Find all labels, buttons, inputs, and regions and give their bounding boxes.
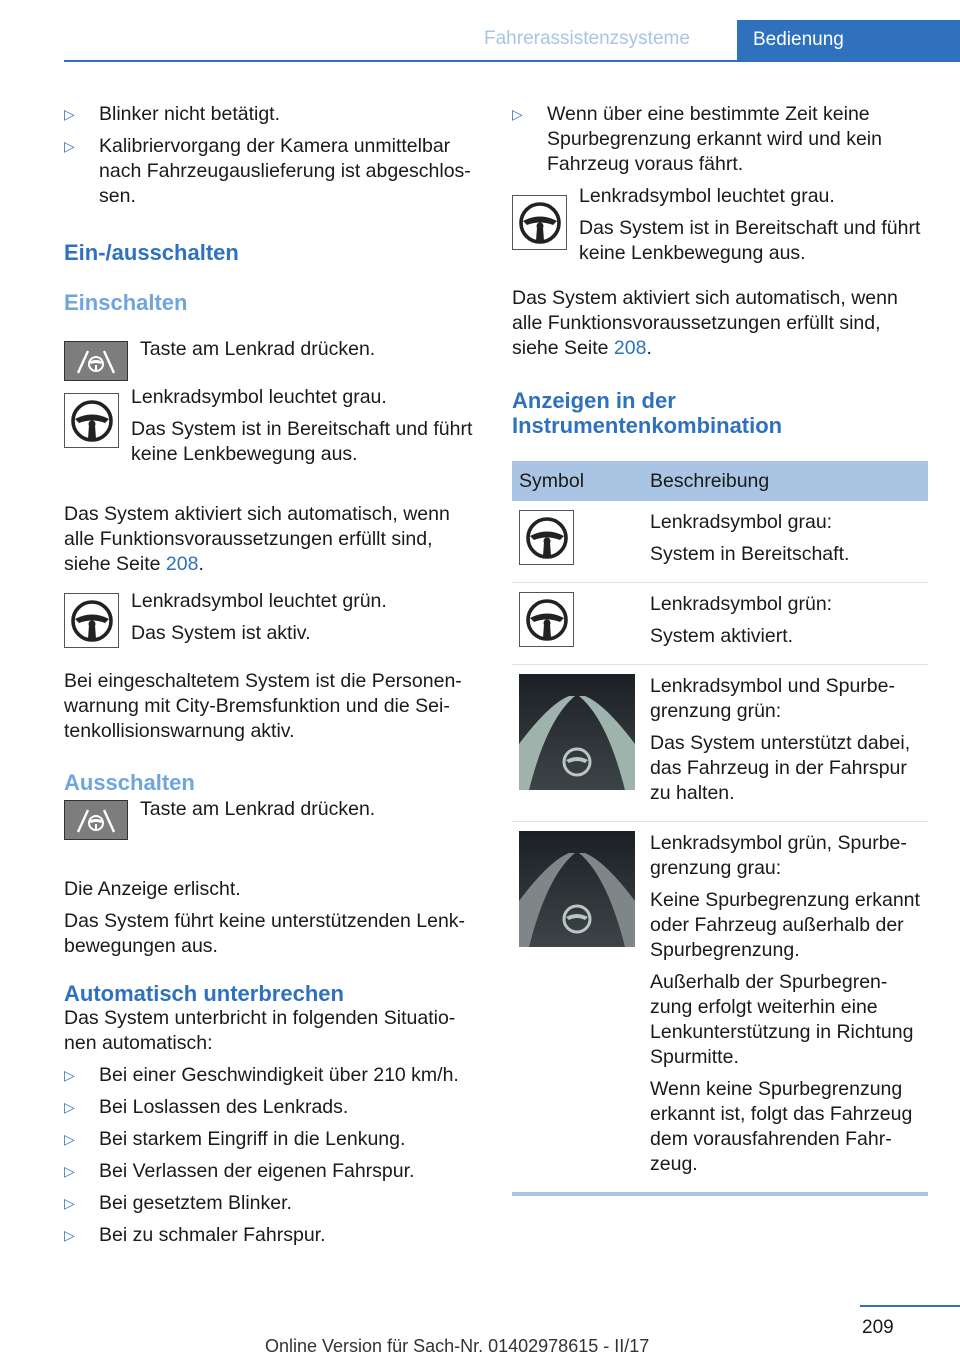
page-header xyxy=(0,0,960,62)
list-item: ▷ Bei starkem Eingriff in die Lenkung. xyxy=(64,1127,479,1152)
green-wheel-row xyxy=(64,589,479,669)
row-desc-line: System in Bereitschaft. xyxy=(650,543,850,565)
row-desc-line: Das System unterstützt dabei, das Fahrzeug in der Fahrspur zu halten. xyxy=(650,732,911,804)
bullet-list-top xyxy=(64,102,479,209)
list-item: ▷ Bei Verlassen der eigenen Fahrspur. xyxy=(64,1159,479,1184)
auto-intro-text: Das System unterbricht in folgenden Situatio-nen automatisch: xyxy=(64,1007,456,1054)
row-desc-line: Lenkradsymbol grün, Spurbe-grenzung grau: xyxy=(650,832,907,879)
heading-ausschalten: Ausschalten xyxy=(64,770,195,795)
right-grey-line-2: Das System ist in Bereitschaft und führt keine Lenkbewegung aus. xyxy=(579,217,921,264)
steering-wheel-grey-icon xyxy=(64,393,119,448)
page-number: 209 xyxy=(862,1317,894,1338)
row-desc-line: Außerhalb der Spurbegren-zung erfolgt weiterhin eine Lenkunterstützung in Richtung Spurmitte. xyxy=(650,971,914,1068)
right-auto-activation-text: Das System aktiviert sich automatisch, wenn alle Funktionsvoraussetzungen erfüllt sind, siehe Seite 208. xyxy=(512,287,898,359)
bullet-list-right xyxy=(512,102,928,177)
row-desc-line: System aktiviert. xyxy=(650,625,794,647)
row-desc-line: Lenkradsymbol grün: xyxy=(650,593,833,615)
heading-ein-ausschalten: Ein-/ausschalten xyxy=(64,240,239,265)
footer-rule xyxy=(860,1305,960,1307)
lane-display-grey-image xyxy=(519,831,635,947)
page-link-208-right[interactable]: 208 xyxy=(613,337,647,359)
off-press-row xyxy=(64,795,479,853)
list-item: ▷ Blinker nicht betätigt. xyxy=(64,102,479,127)
grey-line-2: Das System ist in Bereitschaft und führt keine Lenkbewegung aus. xyxy=(131,418,473,465)
list-item: ▷ Bei gesetztem Blinker. xyxy=(64,1191,479,1216)
table-row xyxy=(512,501,928,583)
left-column xyxy=(64,102,479,1255)
warning-text: Bei eingeschaltetem System ist die Personen-warnung mit City-Bremsfunktion und die Sei-tenkollisionswarnung aktiv. xyxy=(64,670,462,742)
auto-activation-text: Das System aktiviert sich automatisch, wenn alle Funktionsvoraussetzungen erfüllt sind, siehe Seite 208. xyxy=(64,503,450,575)
steering-wheel-grey-icon xyxy=(519,510,574,565)
footer-version-text: Online Version für Sach-Nr. 01402978615 - II/17 xyxy=(265,1336,650,1356)
row-desc-line: Lenkradsymbol und Spurbe-grenzung grün: xyxy=(650,675,895,722)
page-link-208[interactable]: 208 xyxy=(165,553,199,575)
off-press-text: Taste am Lenkrad drücken. xyxy=(140,798,376,820)
header-section-title: Fahrerassistenzsysteme xyxy=(484,28,690,49)
green-line-2: Das System ist aktiv. xyxy=(131,622,311,644)
list-item: ▷ Kalibriervorgang der Kamera unmittelbar nach Fahrzeugauslieferung ist abgeschlos-sen. xyxy=(64,134,479,209)
lane-assist-button-icon-off xyxy=(64,800,128,840)
right-grey-line-1: Lenkradsymbol leuchtet grau. xyxy=(579,185,835,207)
header-chapter-tab: Bedienung xyxy=(737,20,960,62)
grey-wheel-row xyxy=(64,385,479,503)
table-row xyxy=(512,822,928,1195)
list-item: ▷ Bei einer Geschwindigkeit über 210 km/h. xyxy=(64,1063,479,1088)
steering-wheel-green-icon xyxy=(519,592,574,647)
row-desc-line: Keine Spurbegrenzung erkannt oder Fahrzeug außerhalb der Spurbegrenzung. xyxy=(650,889,920,961)
off-line-1: Die Anzeige erlischt. xyxy=(64,878,241,900)
row-desc-line: Lenkradsymbol grau: xyxy=(650,511,833,533)
on-press-row xyxy=(64,315,479,367)
list-item: ▷ Bei zu schmaler Fahrspur. xyxy=(64,1223,479,1248)
right-column xyxy=(512,102,928,438)
lane-assist-button-icon xyxy=(64,341,128,381)
off-line-2: Das System führt keine unterstützenden Lenk-bewegungen aus. xyxy=(64,910,466,957)
heading-automatisch-unterbrechen: Automatisch unterbrechen xyxy=(64,981,344,1006)
heading-anzeigen: Anzeigen in der Instrumentenkombination xyxy=(512,388,783,438)
header-rule xyxy=(64,60,737,62)
on-press-text: Taste am Lenkrad drücken. xyxy=(140,338,376,360)
grey-line-1: Lenkradsymbol leuchtet grau. xyxy=(131,386,387,408)
col-header-description: Beschreibung xyxy=(643,461,928,501)
steering-wheel-green-icon xyxy=(64,593,119,648)
auto-interrupt-list xyxy=(64,1063,479,1248)
table-row xyxy=(512,665,928,822)
symbol-table xyxy=(512,461,928,1196)
lane-display-green-image xyxy=(519,674,635,790)
list-item: ▷ Bei Loslassen des Lenkrads. xyxy=(64,1095,479,1120)
heading-einschalten: Einschalten xyxy=(64,290,188,315)
col-header-symbol: Symbol xyxy=(512,461,643,501)
table-header-row xyxy=(512,461,928,501)
right-grey-wheel-row xyxy=(512,184,928,286)
row-desc-line: Wenn keine Spurbegrenzung erkannt ist, folgt das Fahrzeug dem vorausfahrenden Fahr-zeug. xyxy=(650,1078,913,1175)
steering-wheel-grey-icon-right xyxy=(512,195,567,250)
table-row xyxy=(512,583,928,665)
list-item: ▷ Wenn über eine bestimmte Zeit keine Spurbegrenzung erkannt wird und kein Fahrzeug voraus fährt. xyxy=(512,102,928,177)
green-line-1: Lenkradsymbol leuchtet grün. xyxy=(131,590,387,612)
